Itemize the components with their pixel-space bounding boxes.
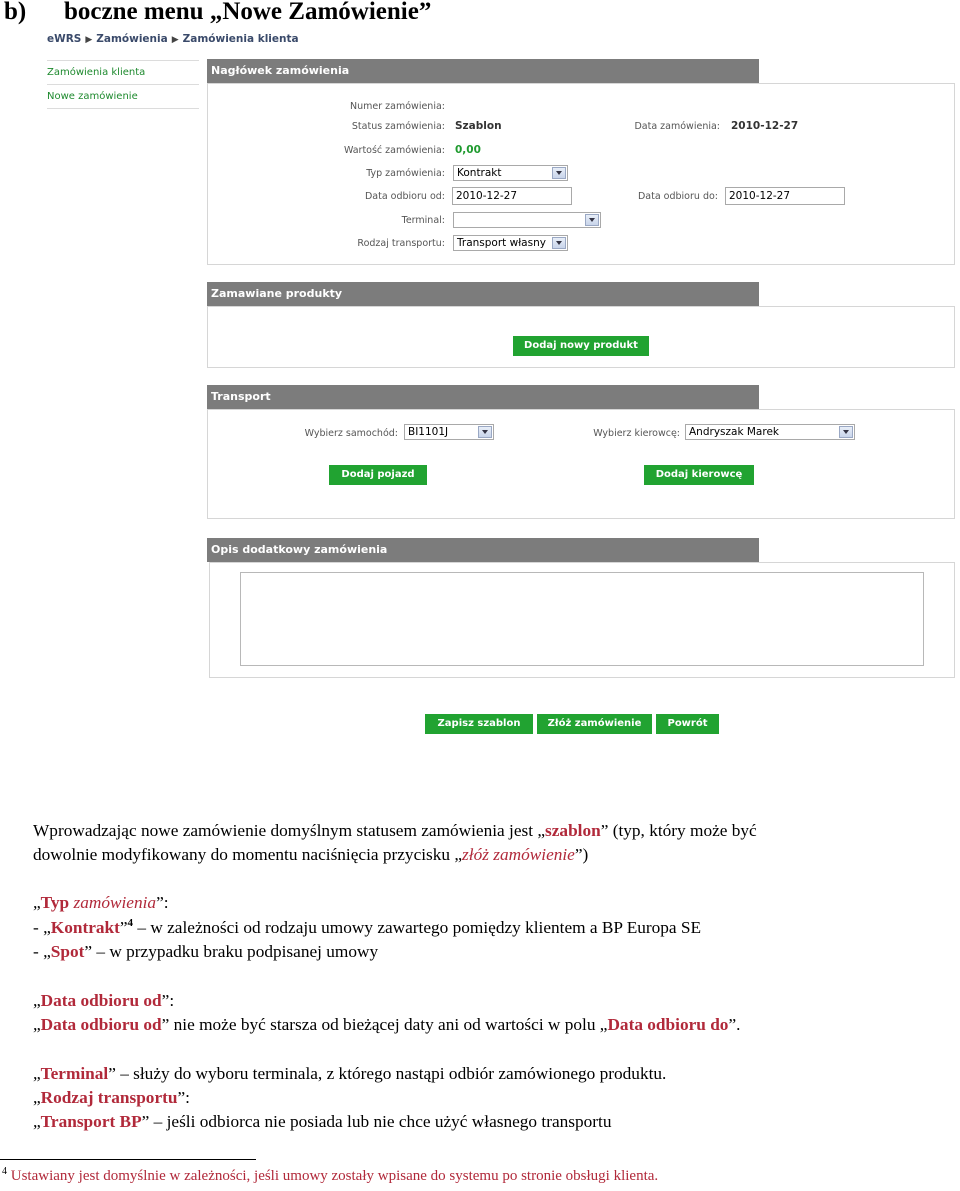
transport-type-term: Rodzaj transportu	[40, 1088, 178, 1107]
text-segment: ” – służy do wyboru terminala, z którego nastąpi odbiór zamówionego produktu.	[108, 1064, 667, 1083]
text-segment: „	[33, 991, 41, 1010]
save-template-button[interactable]: Zapisz szablon	[425, 714, 533, 734]
breadcrumb-item-home[interactable]: eWRS	[47, 33, 82, 45]
products-panel-title: Zamawiane produkty	[207, 282, 759, 306]
driver-label: Wybierz kierowcę:	[593, 428, 680, 439]
spot-line	[33, 943, 378, 960]
description-panel-title: Opis dodatkowy zamówienia	[207, 538, 759, 562]
pickup-to-label: Data odbioru do:	[637, 191, 718, 202]
terminal-select[interactable]	[453, 212, 601, 228]
section-title: boczne menu „Nowe Zamówienie”	[64, 0, 432, 25]
order-date-label: Data zamówienia:	[634, 121, 720, 132]
terminal-term: Terminal	[40, 1064, 109, 1083]
transport-type-value: Transport własny	[457, 237, 546, 249]
terminal-line	[33, 1065, 666, 1082]
pickup-from-rule	[33, 1016, 740, 1033]
order-date-value: 2010-12-27	[731, 120, 799, 132]
footnote-mark: 4	[2, 1166, 7, 1177]
add-product-button[interactable]: Dodaj nowy produkt	[513, 336, 649, 356]
pickup-to-input[interactable]: 2010-12-27	[725, 187, 845, 205]
dropdown-arrow-icon	[478, 426, 492, 438]
text-segment: „	[33, 1112, 41, 1131]
order-header-panel-title: Nagłówek zamówienia	[207, 59, 759, 83]
section-heading	[4, 0, 431, 26]
vehicle-label: Wybierz samochód:	[304, 428, 398, 439]
text-segment: „	[33, 1064, 41, 1083]
order-type-value: Kontrakt	[457, 167, 502, 179]
pickup-from-heading	[33, 992, 174, 1009]
vehicle-value: BI1101J	[408, 426, 449, 438]
transport-type-label: Rodzaj transportu:	[357, 238, 445, 249]
transport-panel-title: Transport	[207, 385, 759, 409]
transport-type-select[interactable]	[453, 235, 568, 251]
footnote-text: Ustawiany jest domyślnie w zależności, jeśli umowy zostały wpisane do systemu po stronie obsługi klienta.	[7, 1168, 659, 1184]
terminal-label: Terminal:	[401, 215, 445, 226]
footnote	[2, 1166, 658, 1185]
driver-select[interactable]	[685, 424, 855, 440]
order-value-value: 0,00	[455, 144, 481, 156]
order-status-value: Szablon	[455, 120, 502, 132]
order-number-label: Numer zamówienia:	[350, 101, 445, 112]
sidebar-item-new-order[interactable]: Nowe zamówienie	[47, 84, 199, 109]
submit-order-button[interactable]: Złóż zamówienie	[537, 714, 652, 734]
text-segment: ”	[119, 917, 128, 937]
back-button[interactable]: Powrót	[656, 714, 719, 734]
dropdown-arrow-icon	[839, 426, 853, 438]
order-type-term-italic: zamówienia	[69, 893, 157, 912]
paragraph-line-2	[33, 846, 588, 863]
pickup-from-label: Data odbioru od:	[364, 191, 445, 202]
order-type-select[interactable]	[453, 165, 568, 181]
text-segment: ” – jeśli odbiorca nie posiada lub nie chce użyć własnego transportu	[141, 1112, 612, 1131]
order-type-heading	[33, 894, 169, 911]
spot-term: Spot	[50, 942, 85, 961]
vehicle-select[interactable]	[404, 424, 494, 440]
paragraph-line-1	[33, 822, 757, 839]
dropdown-arrow-icon	[552, 167, 566, 179]
description-textarea[interactable]	[240, 572, 924, 666]
submit-order-term: złóż zamówienie	[462, 845, 575, 864]
text-segment: „	[33, 1015, 41, 1034]
dropdown-arrow-icon	[585, 214, 599, 226]
chevron-right-icon: ▶	[171, 35, 179, 45]
text-segment: ” nie może być starsza od bieżącej daty ani od wartości w polu „	[161, 1015, 608, 1034]
pickup-from-term: Data odbioru od	[40, 991, 162, 1010]
text-segment: ”:	[161, 991, 175, 1010]
dropdown-arrow-icon	[552, 237, 566, 249]
sidebar	[47, 60, 199, 109]
sidebar-item-client-orders[interactable]: Zamówienia klienta	[47, 60, 199, 84]
text-segment: dowolnie modyfikowany do momentu naciśnięcia przycisku „	[33, 845, 463, 864]
text-segment: ” – w przypadku braku podpisanej umowy	[84, 942, 379, 961]
chevron-right-icon: ▶	[85, 35, 93, 45]
contract-term: Kontrakt	[50, 917, 120, 937]
text-segment: Wprowadzając nowe zamówienie domyślnym statusem zamówienia jest „	[33, 821, 546, 840]
breadcrumb-item-orders[interactable]: Zamówienia	[96, 33, 168, 45]
contract-line	[33, 918, 701, 936]
footnote-divider	[0, 1159, 256, 1160]
text-segment: ”)	[574, 845, 589, 864]
text-segment: ”:	[156, 893, 169, 912]
pickup-from-term: Data odbioru od	[40, 1015, 162, 1034]
status-template-term: szablon	[545, 821, 601, 840]
breadcrumb-item-client-orders[interactable]: Zamówienia klienta	[182, 33, 299, 45]
text-segment: – w zależności od rodzaju umowy zawartego pomiędzy klientem a BP Europa SE	[133, 917, 702, 937]
transport-type-heading	[33, 1089, 190, 1106]
order-type-label: Typ zamówienia:	[366, 168, 445, 179]
transport-bp-line	[33, 1113, 611, 1130]
transport-bp-term: Transport BP	[40, 1112, 142, 1131]
text-segment: ”.	[728, 1015, 741, 1034]
text-segment: - „	[33, 917, 51, 937]
pickup-to-term: Data odbioru do	[607, 1015, 729, 1034]
order-status-label: Status zamówienia:	[351, 121, 445, 132]
text-segment: - „	[33, 942, 51, 961]
order-type-term: Typ	[40, 893, 70, 912]
text-segment: „	[33, 1088, 41, 1107]
footnote-ref: 4	[127, 917, 134, 929]
text-segment: ”:	[177, 1088, 190, 1107]
add-driver-button[interactable]: Dodaj kierowcę	[644, 465, 754, 485]
pickup-from-input[interactable]: 2010-12-27	[452, 187, 572, 205]
add-vehicle-button[interactable]: Dodaj pojazd	[329, 465, 427, 485]
driver-value: Andryszak Marek	[689, 426, 779, 438]
text-segment: „	[33, 893, 41, 912]
order-value-label: Wartość zamówienia:	[343, 145, 445, 156]
section-letter: b)	[4, 0, 27, 25]
breadcrumb	[47, 33, 299, 45]
text-segment: ” (typ, który może być	[600, 821, 757, 840]
